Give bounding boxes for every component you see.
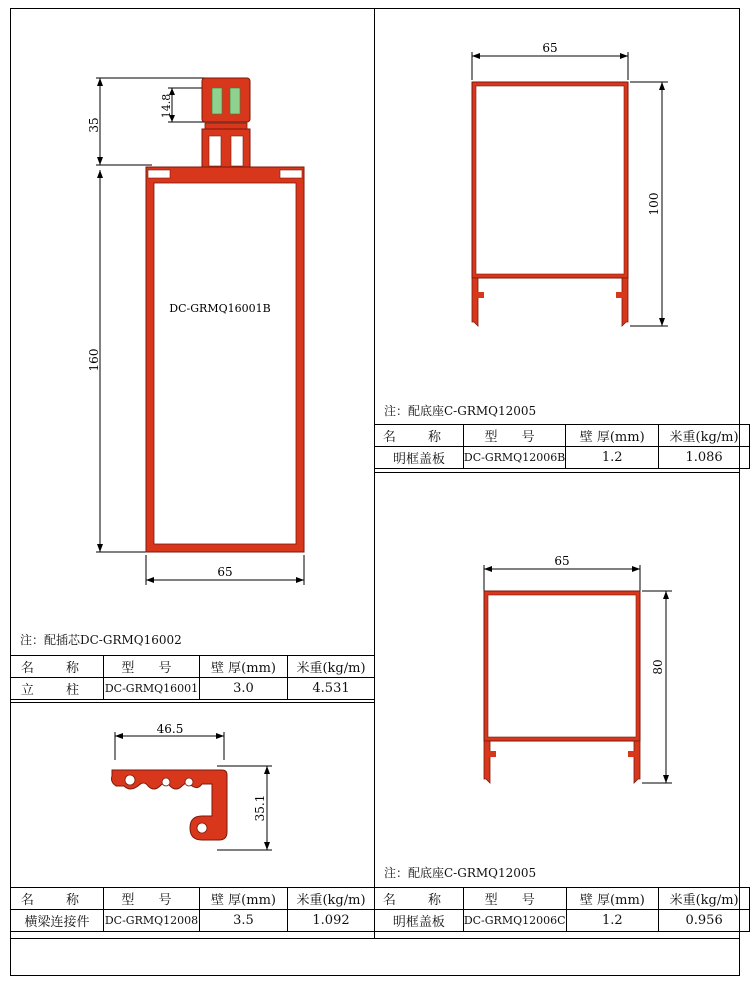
cover80-header-wall: 壁 厚(mm) xyxy=(566,888,659,910)
column-top-dim: 35 xyxy=(87,117,101,133)
beam-weight: 1.092 xyxy=(288,910,375,932)
col-header-model: 型 号 xyxy=(104,656,200,678)
left-section-divider xyxy=(10,702,374,703)
beam-width-dim: 46.5 xyxy=(156,722,184,736)
column-width-dim: 65 xyxy=(217,565,233,579)
cover80-height-dim: 80 xyxy=(651,659,665,675)
cover100-header-model: 型 号 xyxy=(463,425,565,447)
cover100-spec-table xyxy=(374,424,750,469)
beam-profile-drawing xyxy=(12,720,372,870)
center-divider xyxy=(374,8,375,938)
cover100-weight: 1.086 xyxy=(659,447,750,469)
column-profile-label: DC-GRMQ16001B xyxy=(169,302,271,315)
cover80-profile-drawing xyxy=(378,545,738,805)
cover80-model: DC-GRMQ12006C xyxy=(463,910,566,932)
cover100-header-name: 名 称 xyxy=(375,425,464,447)
beam-header-model: 型 号 xyxy=(104,888,200,910)
cover80-note: 注：配底座C-GRMQ12005 xyxy=(384,866,537,880)
cover100-note: 注：配底座C-GRMQ12005 xyxy=(384,404,537,418)
beam-header-weight: 米重(kg/m) xyxy=(288,888,375,910)
cover100-model: DC-GRMQ12006B xyxy=(463,447,565,469)
cover80-spec-table xyxy=(374,887,750,932)
cover80-header-model: 型 号 xyxy=(463,888,566,910)
cover100-height-dim: 100 xyxy=(647,192,661,216)
beam-header-wall: 壁 厚(mm) xyxy=(200,888,288,910)
beam-height-dim: 35.1 xyxy=(253,794,267,822)
cover100-name: 明框盖板 xyxy=(375,447,464,469)
beam-wall: 3.5 xyxy=(200,910,288,932)
beam-name: 横梁连接件 xyxy=(11,910,104,932)
column-spec-table xyxy=(10,655,375,700)
column-height-dim: 160 xyxy=(87,348,101,372)
cover80-weight: 0.956 xyxy=(659,910,750,932)
cover80-width-dim: 65 xyxy=(554,554,570,568)
beam-spec-table xyxy=(10,887,375,932)
cover100-header-weight: 米重(kg/m) xyxy=(659,425,750,447)
column-name: 立 柱 xyxy=(11,678,104,700)
col-header-weight: 米重(kg/m) xyxy=(288,656,375,678)
cover100-header-wall: 壁 厚(mm) xyxy=(566,425,659,447)
bottom-strip-divider xyxy=(10,938,740,939)
cover100-profile-drawing xyxy=(378,30,738,370)
col-header-name: 名 称 xyxy=(11,656,104,678)
beam-model: DC-GRMQ12008 xyxy=(104,910,200,932)
right-section-divider xyxy=(374,472,740,473)
col-header-wall: 壁 厚(mm) xyxy=(200,656,288,678)
column-weight: 4.531 xyxy=(288,678,375,700)
cover80-header-name: 名 称 xyxy=(375,888,464,910)
column-model: DC-GRMQ16001 xyxy=(104,678,200,700)
beam-header-name: 名 称 xyxy=(11,888,104,910)
column-note: 注：配插芯DC-GRMQ16002 xyxy=(20,633,182,647)
column-glass-dim: 14.8 xyxy=(160,93,173,119)
cover80-header-weight: 米重(kg/m) xyxy=(659,888,750,910)
column-profile-drawing xyxy=(12,10,372,630)
column-wall: 3.0 xyxy=(200,678,288,700)
cover80-wall: 1.2 xyxy=(566,910,659,932)
cover100-wall: 1.2 xyxy=(566,447,659,469)
cover100-width-dim: 65 xyxy=(542,41,558,55)
cover80-name: 明框盖板 xyxy=(375,910,464,932)
